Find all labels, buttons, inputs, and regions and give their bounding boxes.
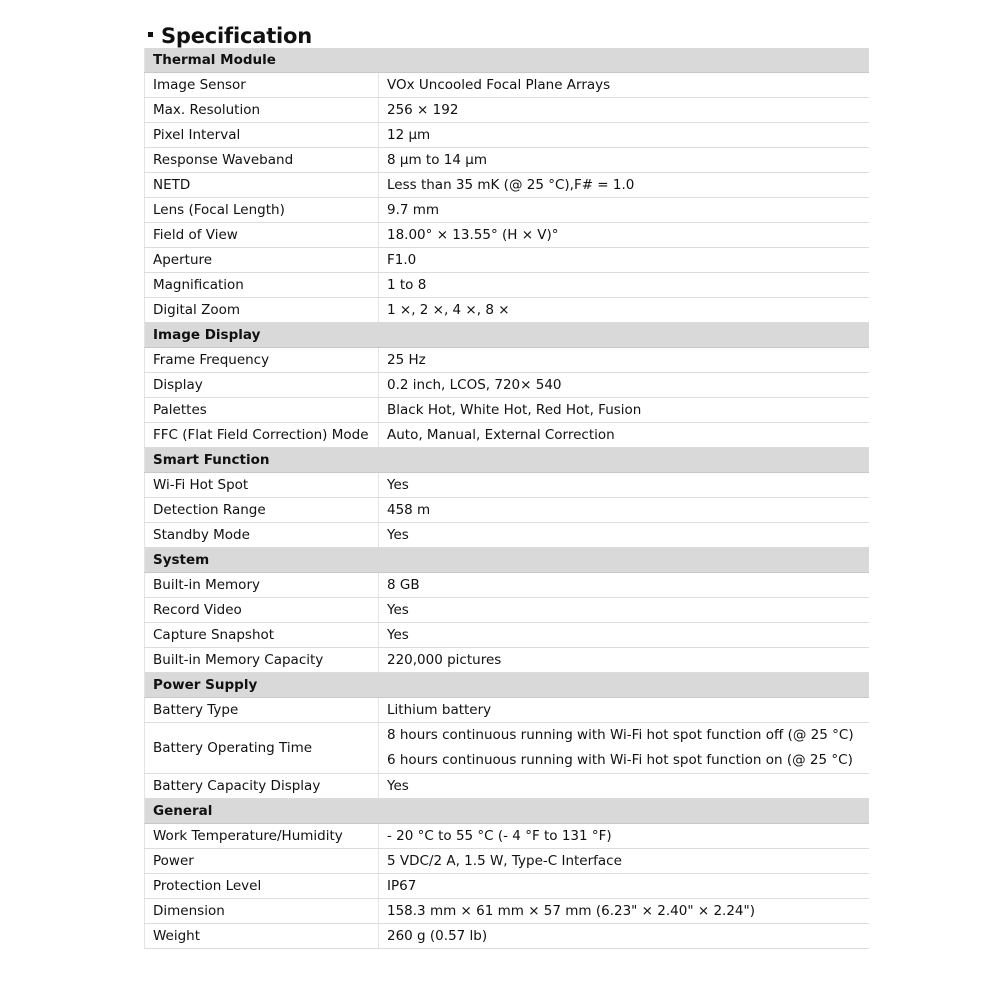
spec-value: 1 to 8 <box>379 273 869 298</box>
spec-value: 9.7 mm <box>379 198 869 223</box>
spec-label: Magnification <box>145 273 379 298</box>
spec-value-line: 8 hours continuous running with Wi-Fi hot spot function off (@ 25 °C) <box>387 727 854 743</box>
spec-label: Frame Frequency <box>145 348 379 373</box>
spec-value: Auto, Manual, External Correction <box>379 423 869 448</box>
spec-value: Less than 35 mK (@ 25 °C),F# = 1.0 <box>379 173 869 198</box>
spec-value-multiline <box>379 723 869 774</box>
spec-label: Lens (Focal Length) <box>145 198 379 223</box>
table-row <box>145 824 869 849</box>
table-row <box>145 173 869 198</box>
spec-label: Wi-Fi Hot Spot <box>145 473 379 498</box>
table-row <box>145 423 869 448</box>
section-title: Thermal Module <box>145 48 869 73</box>
table-row <box>145 73 869 98</box>
spec-value: Yes <box>379 774 869 799</box>
spec-value: 260 g (0.57 lb) <box>379 924 869 949</box>
spec-label: NETD <box>145 173 379 198</box>
table-row <box>145 899 869 924</box>
spec-label: Standby Mode <box>145 523 379 548</box>
spec-value: 25 Hz <box>379 348 869 373</box>
section-title: System <box>145 548 869 573</box>
specification-table <box>144 48 869 949</box>
section-header <box>145 673 869 698</box>
spec-value: 8 μm to 14 μm <box>379 148 869 173</box>
section-title: Power Supply <box>145 673 869 698</box>
spec-label: Field of View <box>145 223 379 248</box>
spec-label: Battery Operating Time <box>145 723 379 774</box>
spec-value: F1.0 <box>379 248 869 273</box>
table-row <box>145 523 869 548</box>
spec-label: Built-in Memory <box>145 573 379 598</box>
table-row <box>145 698 869 723</box>
table-row <box>145 723 869 774</box>
spec-label: FFC (Flat Field Correction) Mode <box>145 423 379 448</box>
spec-label: Capture Snapshot <box>145 623 379 648</box>
spec-label: Battery Capacity Display <box>145 774 379 799</box>
spec-label: Max. Resolution <box>145 98 379 123</box>
table-row <box>145 849 869 874</box>
page-title <box>148 24 312 48</box>
spec-value: Black Hot, White Hot, Red Hot, Fusion <box>379 398 869 423</box>
spec-label: Battery Type <box>145 698 379 723</box>
spec-label: Aperture <box>145 248 379 273</box>
section-header <box>145 448 869 473</box>
section-header <box>145 548 869 573</box>
spec-label: Palettes <box>145 398 379 423</box>
spec-value: Lithium battery <box>379 698 869 723</box>
section-title: General <box>145 799 869 824</box>
table-row <box>145 648 869 673</box>
section-header <box>145 799 869 824</box>
table-row <box>145 623 869 648</box>
spec-value-line: 6 hours continuous running with Wi-Fi hot spot function on (@ 25 °C) <box>387 752 853 768</box>
spec-label: Detection Range <box>145 498 379 523</box>
table-row <box>145 248 869 273</box>
spec-label: Response Waveband <box>145 148 379 173</box>
table-row <box>145 123 869 148</box>
spec-value: Yes <box>379 598 869 623</box>
section-header <box>145 323 869 348</box>
spec-value: 1 ×, 2 ×, 4 ×, 8 × <box>379 298 869 323</box>
table-row <box>145 573 869 598</box>
table-row <box>145 98 869 123</box>
spec-value: 18.00° × 13.55° (H × V)° <box>379 223 869 248</box>
table-row <box>145 148 869 173</box>
spec-value: 12 μm <box>379 123 869 148</box>
table-row <box>145 348 869 373</box>
spec-value: 0.2 inch, LCOS, 720× 540 <box>379 373 869 398</box>
spec-label: Dimension <box>145 899 379 924</box>
spec-value: Yes <box>379 623 869 648</box>
table-row <box>145 198 869 223</box>
section-title: Smart Function <box>145 448 869 473</box>
spec-value: 5 VDC/2 A, 1.5 W, Type-C Interface <box>379 849 869 874</box>
table-row <box>145 774 869 799</box>
table-row <box>145 223 869 248</box>
table-row <box>145 273 869 298</box>
spec-value: 458 m <box>379 498 869 523</box>
section-title: Image Display <box>145 323 869 348</box>
spec-label: Power <box>145 849 379 874</box>
table-row <box>145 498 869 523</box>
table-row <box>145 874 869 899</box>
spec-value: 256 × 192 <box>379 98 869 123</box>
spec-label: Weight <box>145 924 379 949</box>
spec-label: Image Sensor <box>145 73 379 98</box>
spec-label: Work Temperature/Humidity <box>145 824 379 849</box>
spec-label: Built-in Memory Capacity <box>145 648 379 673</box>
section-header <box>145 48 869 73</box>
table-row <box>145 473 869 498</box>
page-title-text: Specification <box>161 24 313 48</box>
spec-value: IP67 <box>379 874 869 899</box>
spec-value: 220,000 pictures <box>379 648 869 673</box>
spec-value: 8 GB <box>379 573 869 598</box>
spec-label: Pixel Interval <box>145 123 379 148</box>
table-row <box>145 373 869 398</box>
table-row <box>145 924 869 949</box>
table-row <box>145 298 869 323</box>
table-row <box>145 598 869 623</box>
spec-value: Yes <box>379 473 869 498</box>
spec-value: Yes <box>379 523 869 548</box>
spec-label: Record Video <box>145 598 379 623</box>
spec-label: Protection Level <box>145 874 379 899</box>
spec-label: Display <box>145 373 379 398</box>
spec-label: Digital Zoom <box>145 298 379 323</box>
bullet-icon <box>148 32 153 37</box>
table-row <box>145 398 869 423</box>
spec-value: 158.3 mm × 61 mm × 57 mm (6.23" × 2.40" × 2.24") <box>379 899 869 924</box>
spec-value: - 20 °C to 55 °C (- 4 °F to 131 °F) <box>379 824 869 849</box>
spec-value: VOx Uncooled Focal Plane Arrays <box>379 73 869 98</box>
